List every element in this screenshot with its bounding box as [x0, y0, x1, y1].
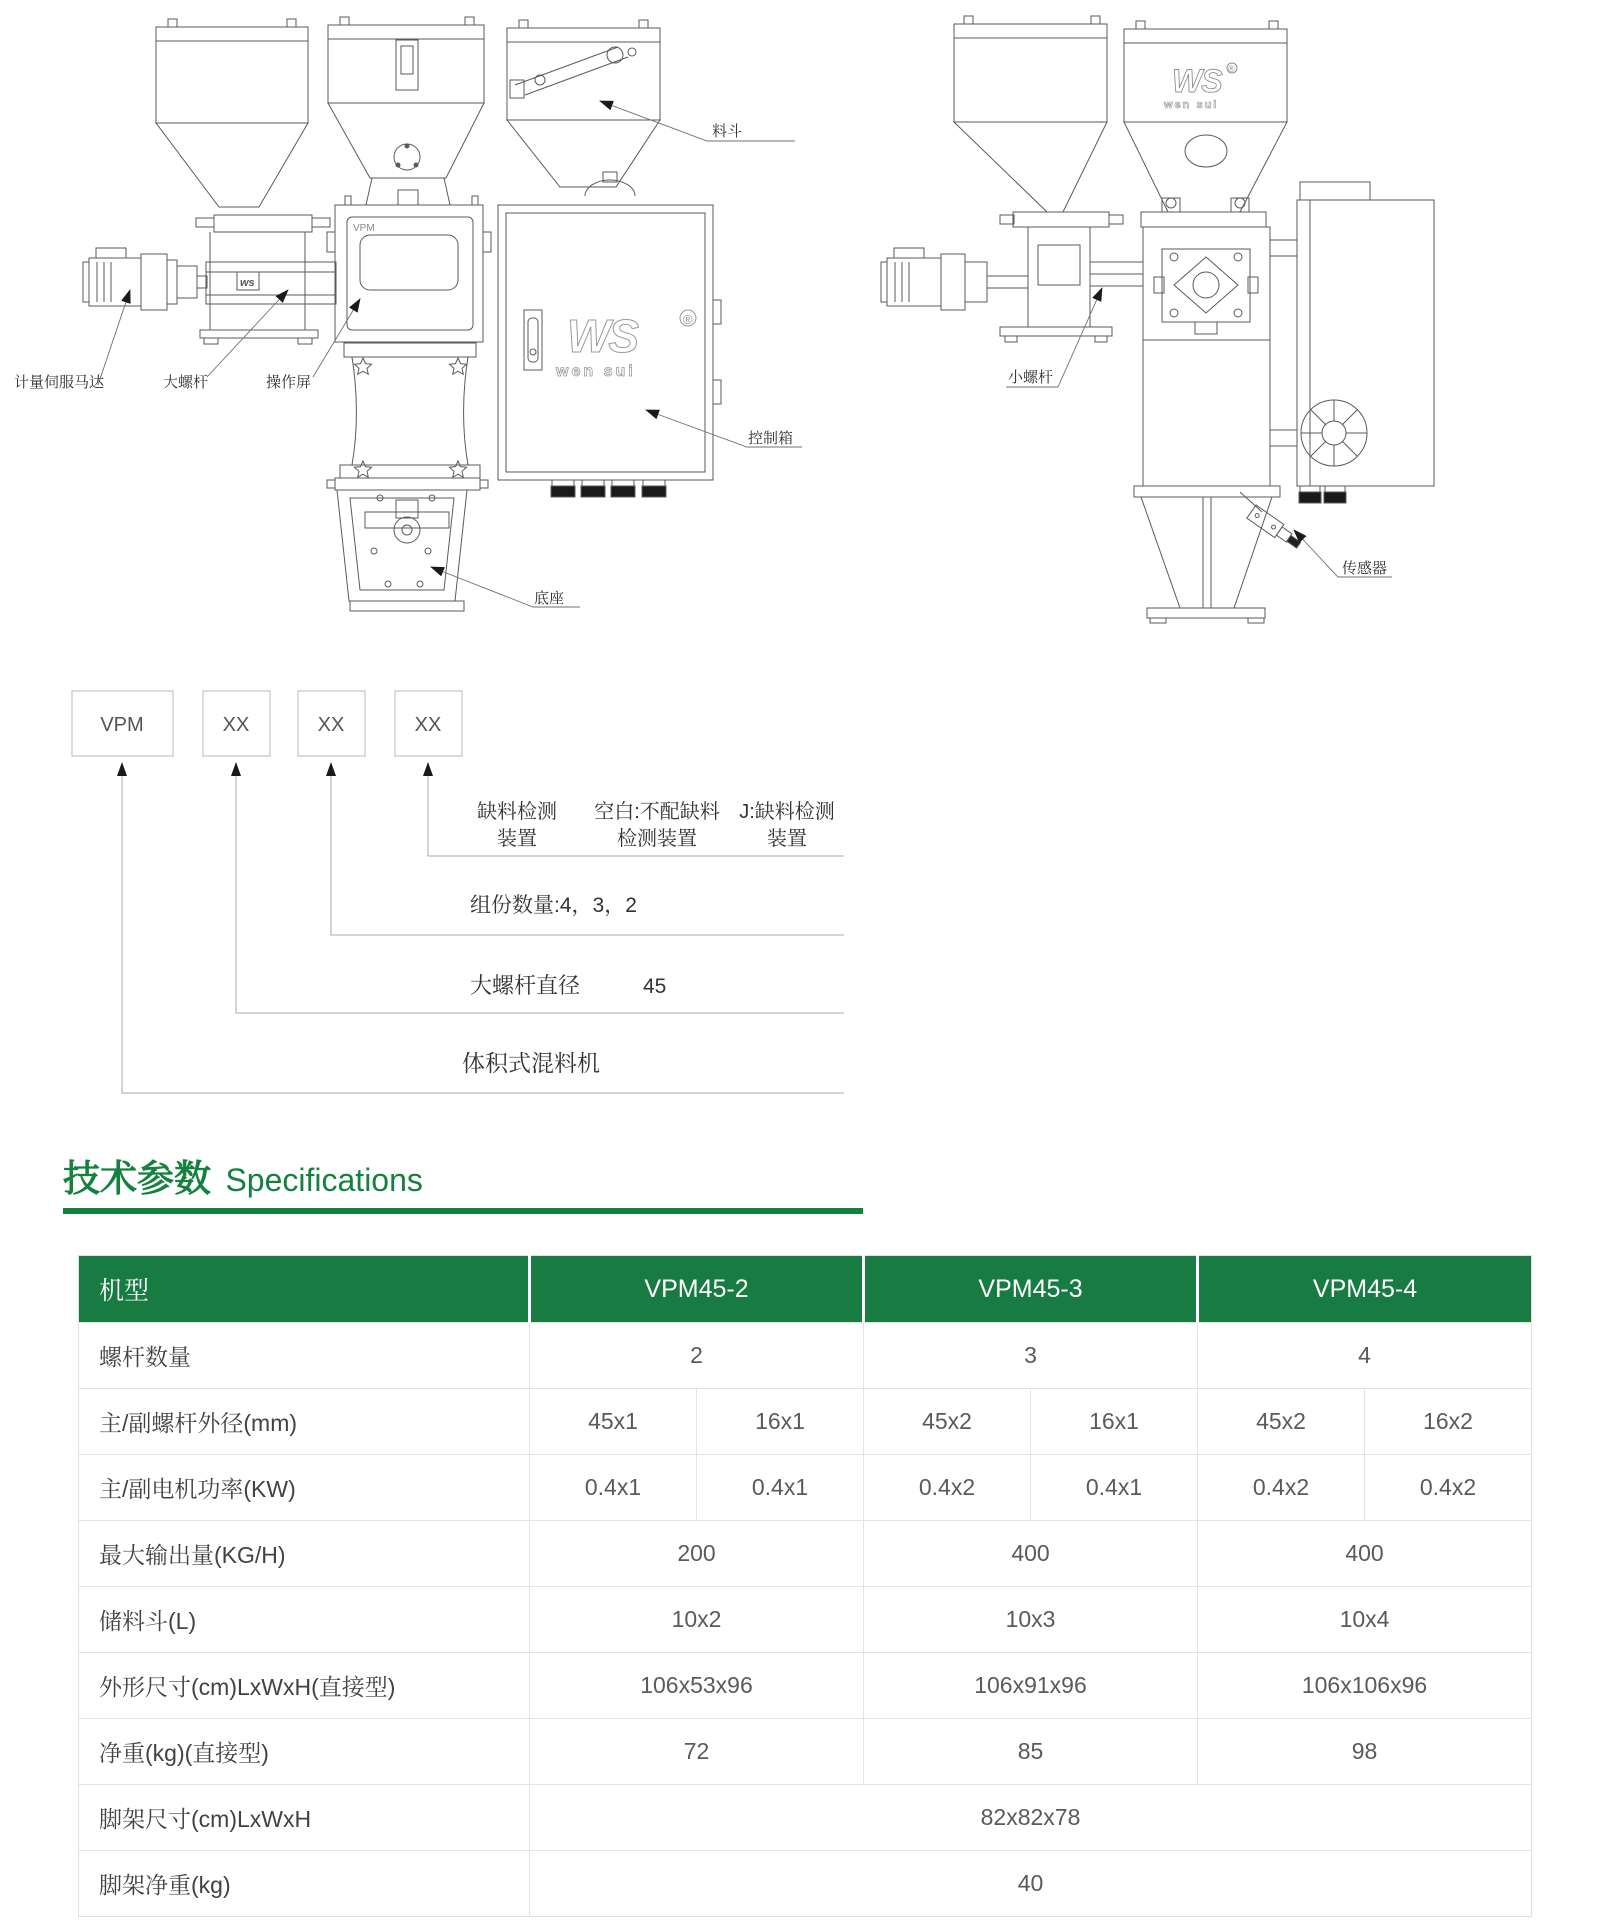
code-note-components: 组份数量:4，3，2: [470, 894, 637, 917]
wensui-logo-hopper: [1163, 63, 1237, 111]
hopper-middle: [328, 17, 484, 205]
svg-text:WS: WS: [1172, 63, 1222, 99]
label-base: 底座: [534, 590, 565, 607]
spec-header-vpm45-3: VPM45-3: [864, 1256, 1198, 1323]
code-note-screw-dia: 大螺杆直径: [470, 973, 581, 998]
svg-text:wen sui: wen sui: [556, 363, 636, 380]
svg-text:®: ®: [683, 312, 693, 327]
code-note-blank-l2: 检测装置: [617, 828, 697, 850]
screen-vpm-badge: VPM: [353, 223, 375, 234]
label-sensor: 传感器: [1342, 560, 1388, 577]
spec-row-stand-size: 脚架尺寸(cm)LxWxH 82x82x78: [79, 1785, 1532, 1851]
section-title-underline: [63, 1208, 863, 1214]
svg-text:®: ®: [1228, 64, 1235, 74]
svg-text:WS: WS: [567, 310, 638, 362]
main-hopper: [1124, 21, 1287, 227]
servo-motor: [83, 248, 207, 310]
code-box-series: VPM: [100, 714, 144, 736]
code-note-j-l1: J:缺料检测: [739, 801, 835, 823]
spec-header-row: [79, 1256, 1532, 1323]
main-body: [1143, 227, 1297, 486]
code-note-machine-type: 体积式混料机: [462, 1050, 600, 1076]
operation-screen: [327, 196, 491, 342]
barrel-ws-mark: ws: [240, 277, 255, 289]
code-note-device-l2: 装置: [497, 828, 537, 850]
code-box-x1: XX: [222, 714, 250, 736]
spec-row-hopper-volume: 储料斗(L) 10x2 10x3 10x4: [79, 1587, 1532, 1653]
left-machine-drawing: [83, 17, 721, 611]
spec-table-wrap: [78, 1255, 1531, 1917]
spec-header-vpm45-2: VPM45-2: [530, 1256, 864, 1323]
code-note-device-l1: 缺料检测: [477, 801, 557, 823]
svg-text:wen sui: wen sui: [1164, 99, 1219, 111]
spec-row-stand-weight: 脚架净重(kg) 40: [79, 1851, 1532, 1917]
label-servo-motor: 计量伺服马达: [14, 374, 105, 391]
label-screen: 操作屏: [266, 374, 312, 391]
callout-leaders: [98, 101, 1392, 607]
label-hopper: 料斗: [712, 123, 743, 140]
label-control-box: 控制箱: [748, 430, 794, 447]
side-control-box: [1297, 182, 1434, 503]
section-title: [63, 1148, 423, 1202]
spec-row-screw-count: 螺杆数量 2 3 4: [79, 1323, 1532, 1389]
cable-glands: [551, 480, 666, 497]
spec-row-dimensions: 外形尺寸(cm)LxWxH(直接型) 106x53x96 106x91x96 106x106x96: [79, 1653, 1532, 1719]
spec-row-screw-diameter: 主/副螺杆外径(mm) 45x1 16x1 45x2 16x1 45x2 16x2: [79, 1389, 1532, 1455]
small-screw-housing: [1000, 227, 1143, 342]
code-note-blank-l1: 空白:不配缺料: [594, 801, 720, 823]
base-pedestal: [327, 478, 488, 611]
label-small-screw: 小螺杆: [1008, 369, 1054, 386]
spec-table: [78, 1255, 1532, 1917]
right-machine-drawing: [881, 16, 1434, 623]
spec-row-max-output: 最大输出量(KG/H) 200 400 400: [79, 1521, 1532, 1587]
sensor: [1240, 492, 1304, 551]
code-box-x3: XX: [414, 714, 442, 736]
main-screw-barrel: [206, 262, 336, 304]
code-note-j-l2: 装置: [767, 828, 807, 850]
spec-row-net-weight: 净重(kg)(直接型) 72 85 98: [79, 1719, 1532, 1785]
small-hopper: [954, 16, 1123, 227]
section-title-en: Specifications: [225, 1162, 423, 1198]
code-box-x2: XX: [317, 714, 345, 736]
code-note-screw-dia-value: 45: [643, 975, 667, 998]
label-main-screw: 大螺杆: [163, 374, 209, 391]
model-code-diagram: [72, 691, 844, 1093]
hopper-right: [507, 20, 660, 196]
mixer-body: [340, 343, 480, 478]
section-title-zh: 技术参数: [63, 1158, 211, 1199]
spec-header-model: 机型: [79, 1256, 530, 1323]
spec-row-motor-power: 主/副电机功率(KW) 0.4x1 0.4x1 0.4x2 0.4x1 0.4x2 0.4x2: [79, 1455, 1532, 1521]
spec-header-vpm45-4: VPM45-4: [1198, 1256, 1532, 1323]
servo-motor-side: [881, 248, 1028, 310]
